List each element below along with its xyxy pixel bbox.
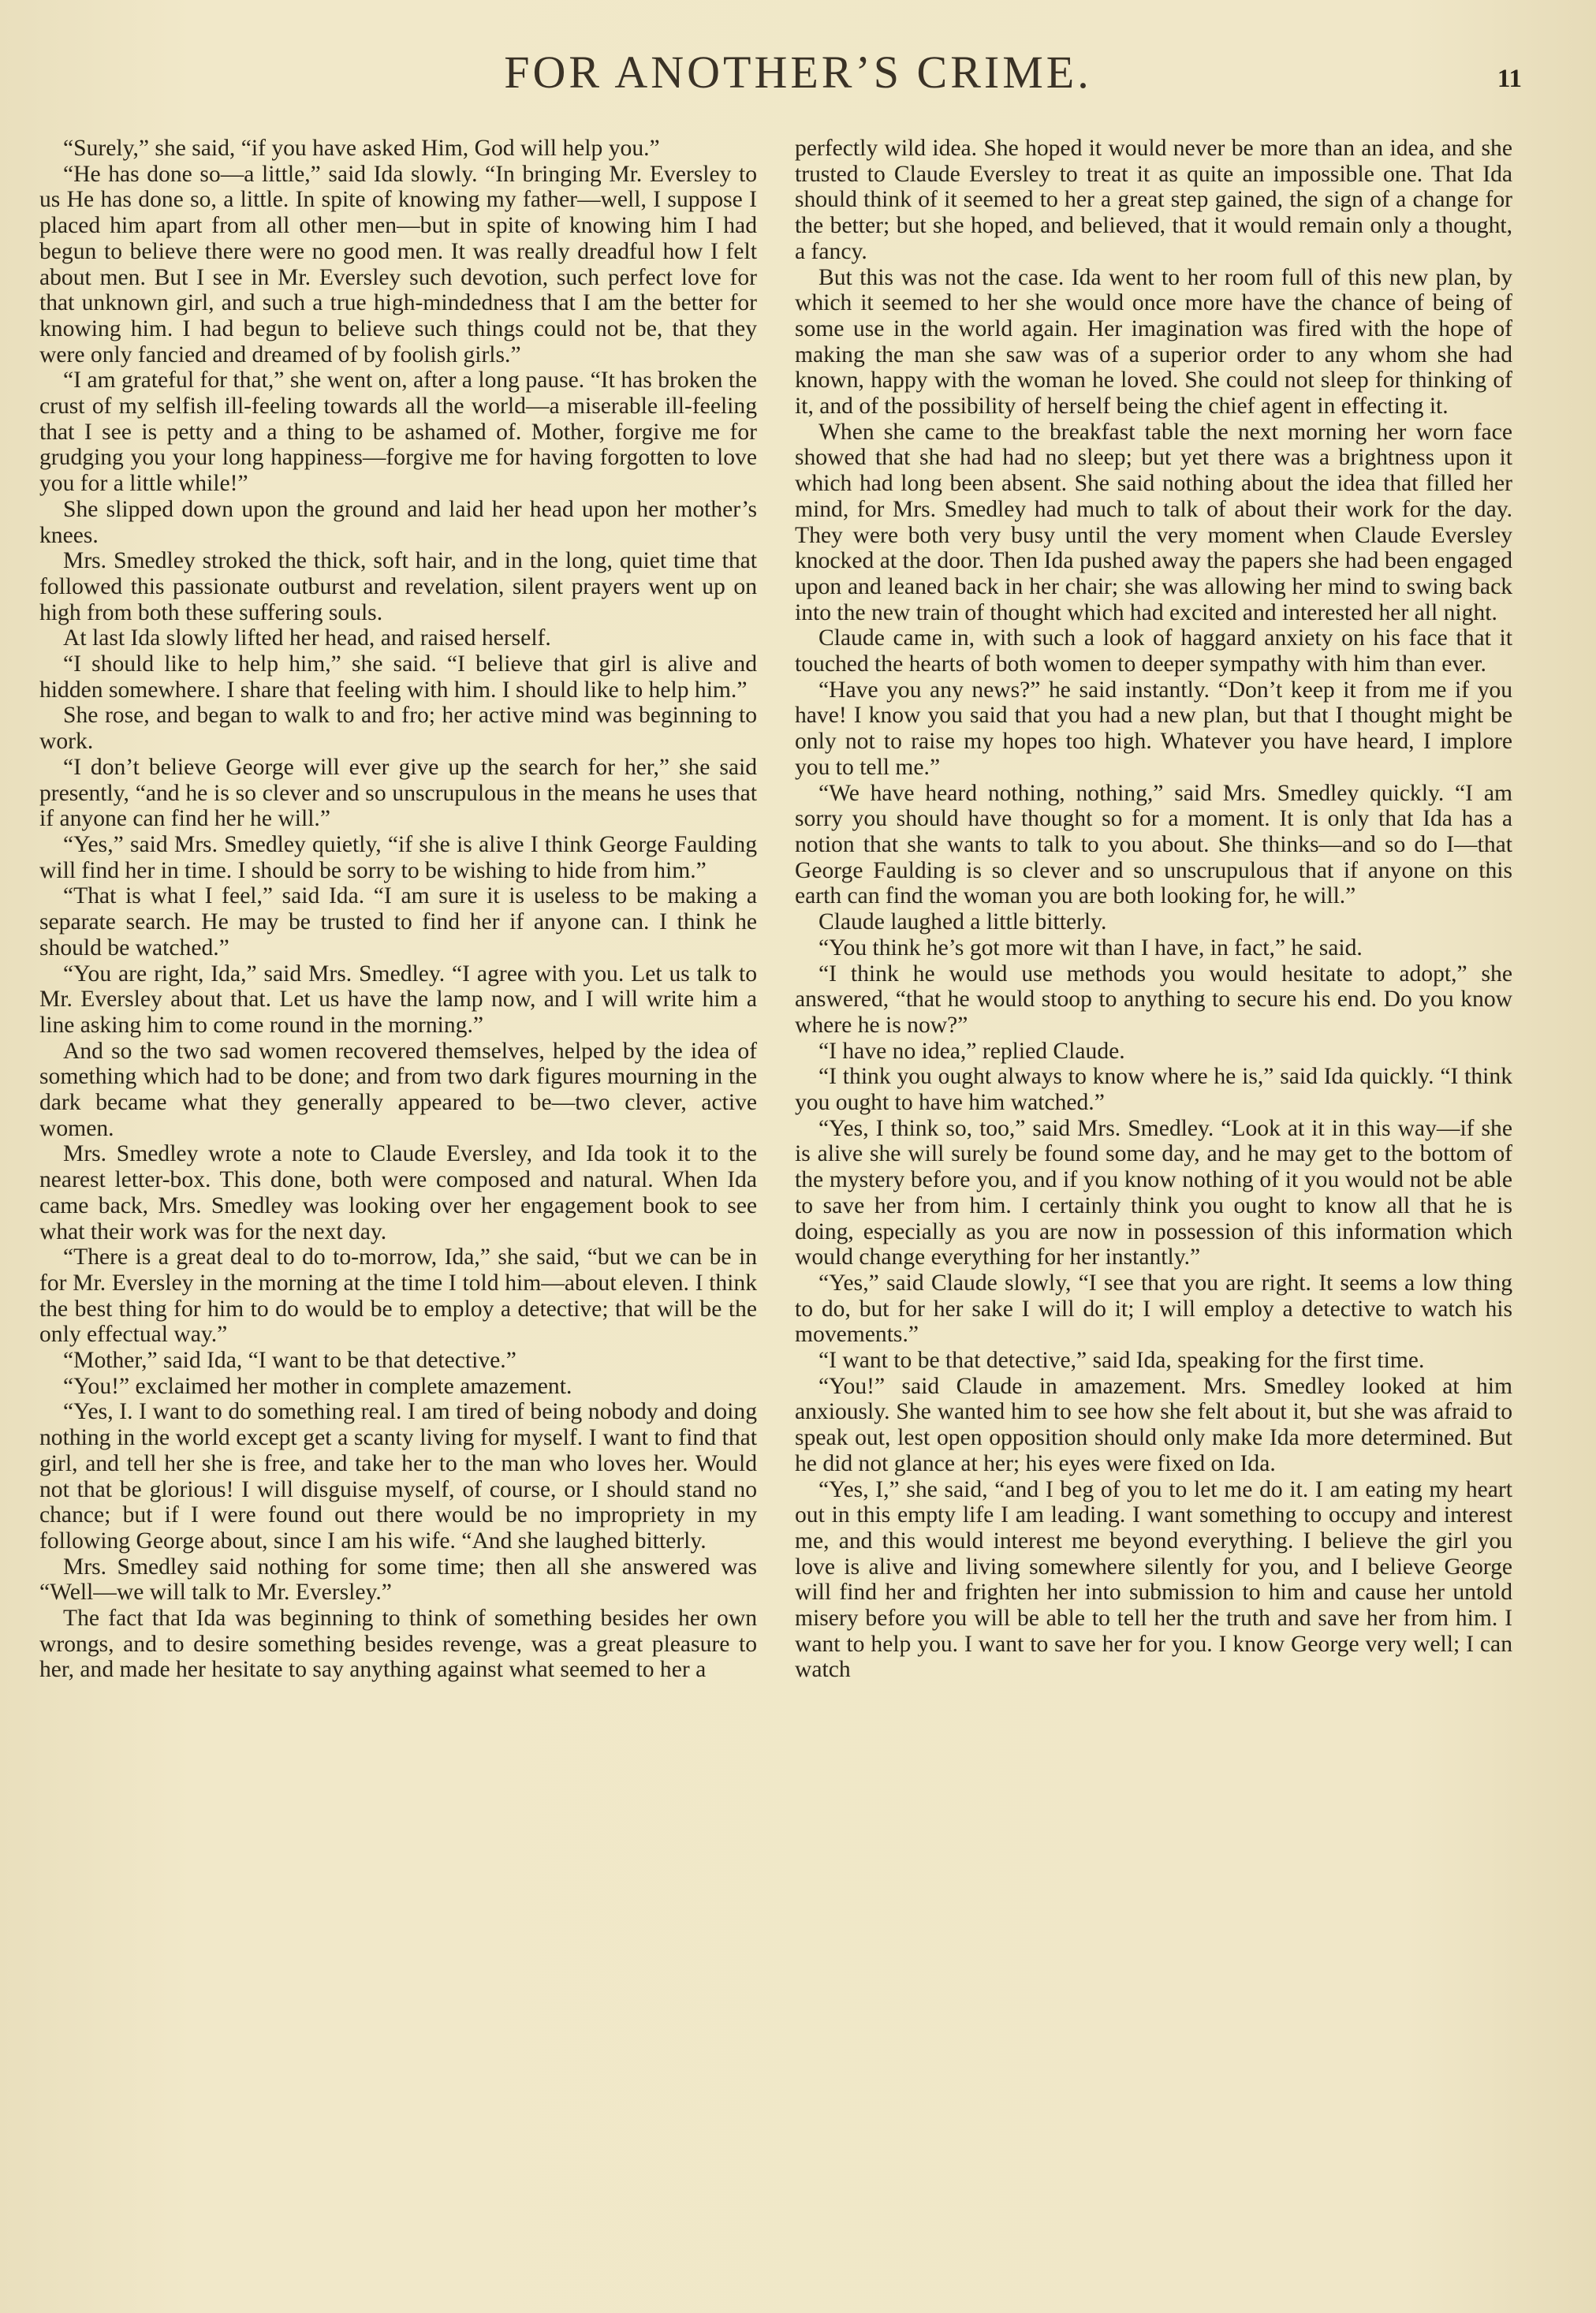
paragraph: “I want to be that detective,” said Ida, speaking for the first time.: [819, 1348, 1425, 1374]
paragraph: “You!” said Claude in amazement. Mrs. Smedley looked at him anxiously. She wanted him to see how she felt about it, but she was afraid to speak out, lest open opposition should only make Ida more determined. But he did not glance at her; his eyes were fixed on Ida.: [795, 1373, 1512, 1476]
paragraph-continued: perfectly wild idea. She hoped it would never be more than an idea, and she trusted to Claude Eversley to treat it as quite an impossible one. That Ida should think of it seemed to her a great step gained, the sign of a change for the better; but she hoped, and believed, that it would remain only a thought, a fancy.: [795, 136, 1512, 264]
paragraph: “We have heard nothing, nothing,” said Mrs. Smedley quickly. “I am sorry you should have thought so for a moment. It is only that Ida has a notion that she wants to talk to you about. She thinks—and so do I—that George Faulding is so clever and so unscrupulous that if anyone on this earth can find the woman you are both looking for, he will.”: [795, 780, 1512, 909]
right-column: [795, 136, 1512, 1683]
paragraph: “I should like to help him,” she said. “I believe that girl is alive and hidden somewhere. I share that feeling with him. I should like to help him.”: [39, 651, 757, 703]
paragraph: “Yes, I think so, too,” said Mrs. Smedley. “Look at it in this way—if she is alive she will surely be found some day, and he may get to the bottom of the mystery before you, and if you know nothing of it you would not be able to save her from him. I certainly think you ought to know all that he is doing, especially as you are now in possession of this information which would change everything for her instantly.”: [795, 1115, 1512, 1270]
paragraph: “Yes,” said Claude slowly, “I see that you are right. It seems a low thing to do, but for her sake I will do it; I will employ a detective to watch his movements.”: [795, 1270, 1512, 1348]
paragraph: “You are right, Ida,” said Mrs. Smedley. “I agree with you. Let us talk to Mr. Eversley about that. Let us have the lamp now, and I will write him a line asking him to come round in the morning.”: [39, 961, 757, 1038]
paragraph: “You!” exclaimed her mother in complete amazement.: [63, 1373, 572, 1399]
paragraph: “Yes, I. I want to do something real. I am tired of being nobody and doing nothing in the world except get a scanty living for myself. I want to find that girl, and tell her she is free, and take her to the man who loves her. Would not that be glorious! I will disguise myself, of course, or I should stand no chance; but if I were found out there would be no impropriety in my following George about, since I am his wife. “And she laughed bitterly.: [39, 1399, 757, 1554]
paragraph: But this was not the case. Ida went to her room full of this new plan, by which it seemed to her she would once more have the chance of being of some use in the world again. Her imagination was fired with the hope of making the man she saw was of a superior order to any whom she had known, happy with the woman he loved. She could not sleep for thinking of it, and of the possibility of herself being the chief agent in effecting it.: [795, 264, 1512, 420]
paragraph: “I think you ought always to know where he is,” said Ida quickly. “I think you ought to have him watched.”: [795, 1064, 1512, 1116]
paragraph: “He has done so—a little,” said Ida slowly. “In bringing Mr. Eversley to us He has done so, a little. In spite of knowing my father—well, I suppose I placed him apart from all other men—but in spite of knowing him I had begun to believe there were no good men. It was really dreadful how I felt about men. But I see in Mr. Eversley such devotion, such perfect love for that unknown girl, and such a true high-mindedness that I am the better for knowing him. I had begun to believe such things could not be, that they were only fancied and dreamed of by foolish girls.”: [39, 161, 757, 367]
paragraph: “I am grateful for that,” she went on, after a long pause. “It has broken the crust of my selfish ill-feeling towards all the world—a miserable ill-feeling that I see is petty and a thing to be ashamed of. Mother, forgive me for grudging you your long happiness—forgive me for having forgotten to love you for a little while!”: [39, 367, 757, 497]
paragraph: Mrs. Smedley stroked the thick, soft hair, and in the long, quiet time that followed this passionate outburst and revelation, silent prayers went up on high from both these suffering souls.: [39, 548, 757, 625]
paragraph: Claude laughed a little bitterly.: [819, 909, 1107, 935]
paragraph: “Yes, I,” she said, “and I beg of you to let me do it. I am eating my heart out in this empty life I am leading. I want something to occupy and interest me, and this would interest me beyond everything. I believe the girl you love is alive and living somewhere silently for you, and I believe George will find her and frighten her into submission to him and cause her untold misery before you will be able to tell her the truth and save her from him. I want to help you. I want to save her for you. I know George very well; I can watch: [795, 1476, 1512, 1683]
paragraph: Mrs. Smedley wrote a note to Claude Eversley, and Ida took it to the nearest letter-box. This done, both were composed and natural. When Ida came back, Mrs. Smedley was looking over her engagement book to see what their work was for the next day.: [39, 1141, 757, 1244]
paragraph: When she came to the breakfast table the next morning her worn face showed that she had had no sleep; but yet there was a brightness upon it which had long been absent. She said nothing about the idea that filled her mind, for Mrs. Smedley had much to talk of about their work for the day. They were both very busy until the very moment when Claude Eversley knocked at the door. Then Ida pushed away the papers she had been engaged upon and leaned back in her chair; she was allowing her mind to swing back into the new train of thought which had excited and interested her all night.: [795, 419, 1512, 625]
paragraph: “That is what I feel,” said Ida. “I am sure it is useless to be making a separate search. He may be trusted to find her if anyone can. I think he should be watched.”: [39, 883, 757, 961]
paragraph: “Yes,” said Mrs. Smedley quietly, “if she is alive I think George Faulding will find her in time. I should be sorry to be wishing to hide from him.”: [39, 831, 757, 883]
page-number: 11: [1497, 65, 1522, 93]
paragraph: “Mother,” said Ida, “I want to be that detective.”: [63, 1348, 516, 1374]
paragraph: At last Ida slowly lifted her head, and raised herself.: [63, 625, 551, 651]
paragraph: “There is a great deal to do to-morrow, Ida,” she said, “but we can be in for Mr. Eversley in the morning at the time I told him—about eleven. I think the best thing for him to do would be to employ a detective; that will be the only effectual way.”: [39, 1244, 757, 1348]
running-header: FOR ANOTHER’S CRIME.: [504, 47, 1092, 98]
paragraph: “Have you any news?” he said instantly. “Don’t keep it from me if you have! I know you said that you had a new plan, but that I thought might be only not to raise my hopes too high. Whatever you have heard, I implore you to tell me.”: [795, 677, 1512, 780]
paragraph: She rose, and began to walk to and fro; her active mind was beginning to work.: [39, 703, 757, 755]
paragraph: “I think he would use methods you would hesitate to adopt,” she answered, “that he would stoop to anything to secure his end. Do you know where he is now?”: [795, 961, 1512, 1038]
paragraph: “You think he’s got more wit than I have, in fact,” he said.: [819, 935, 1363, 961]
paragraph: “I have no idea,” replied Claude.: [819, 1038, 1125, 1064]
left-column: [39, 136, 757, 1683]
paragraph: The fact that Ida was beginning to think of something besides her own wrongs, and to desire something besides revenge, was a great pleasure to her, and made her hesitate to say anything against what seemed to her a: [39, 1606, 757, 1683]
paragraph: She slipped down upon the ground and laid her head upon her mother’s knees.: [39, 496, 757, 548]
paragraph: Mrs. Smedley said nothing for some time; then all she answered was “Well—we will talk to Mr. Eversley.”: [39, 1554, 757, 1606]
paragraph: “Surely,” she said, “if you have asked Him, God will help you.”: [63, 136, 660, 161]
paragraph: Claude came in, with such a look of haggard anxiety on his face that it touched the hearts of both women to deeper sympathy with him than ever.: [795, 625, 1512, 677]
paragraph: And so the two sad women recovered themselves, helped by the idea of something which had to be done; and from two dark figures mourning in the dark became what they generally appeared to be—two clever, active women.: [39, 1038, 757, 1141]
paragraph: “I don’t believe George will ever give up the search for her,” she said presently, “and he is so clever and so unscrupulous in the means he uses that if anyone can find her he will.”: [39, 754, 757, 832]
